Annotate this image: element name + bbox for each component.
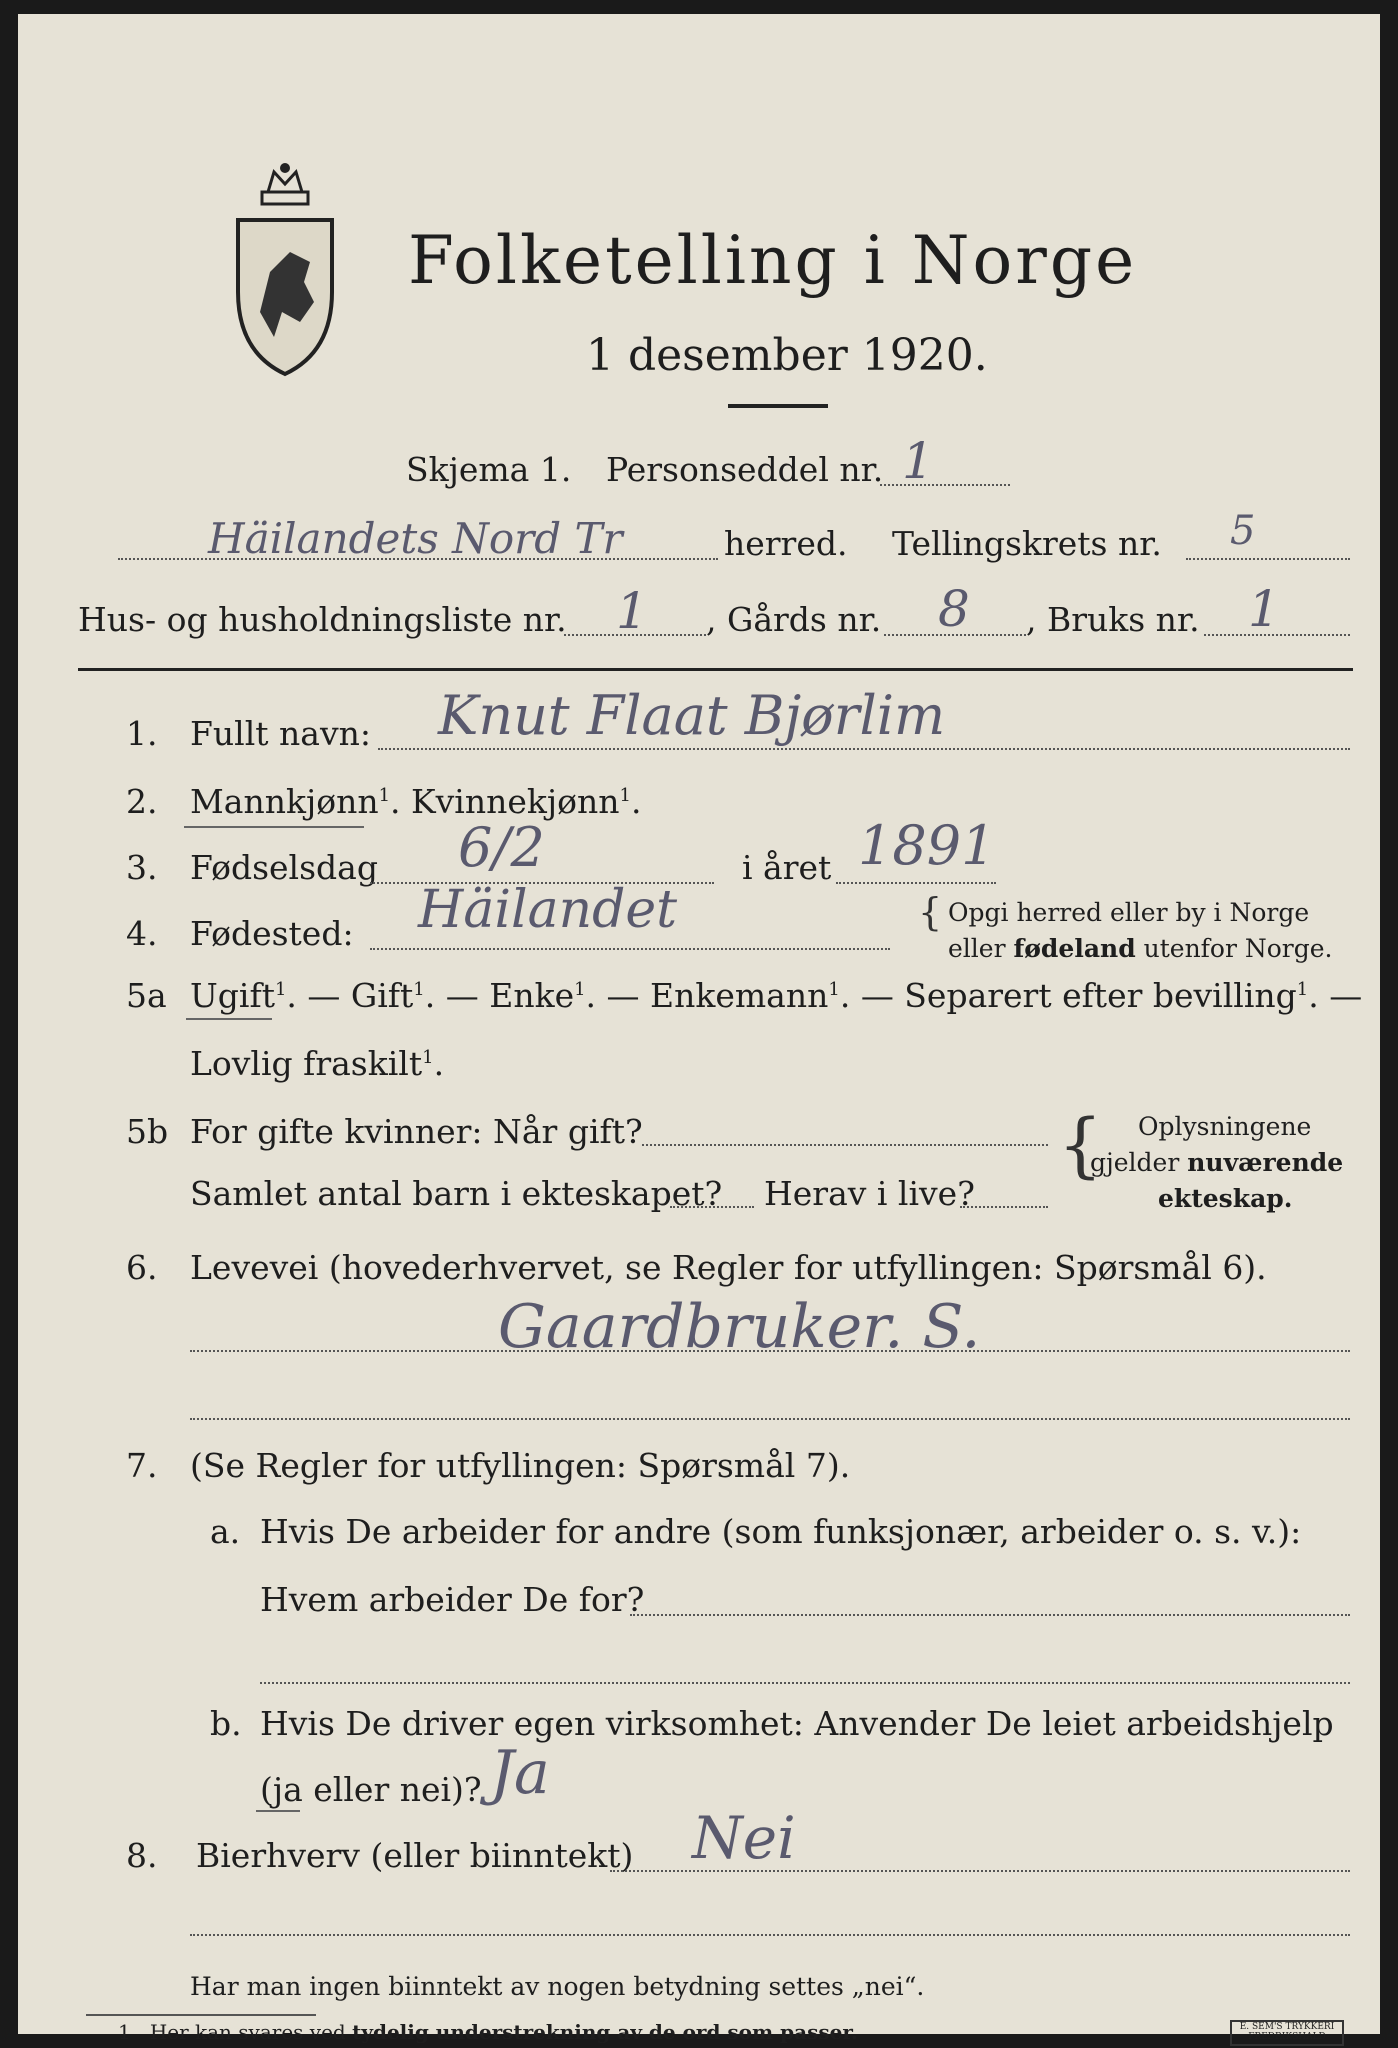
bruks-label: , Bruks nr.	[1026, 600, 1200, 639]
herred-label: herred.	[724, 524, 848, 563]
gards-value: 8	[938, 580, 970, 638]
q2-male-underline	[184, 826, 364, 828]
q2-options: Mannkjønn$^1$. Kvinnekjønn$^1$.	[190, 782, 642, 821]
q3-number: 3.	[126, 848, 158, 887]
bruks-value: 1	[1248, 580, 1280, 638]
personseddel-value: 1	[902, 432, 934, 490]
q2-male: Mannkjønn	[190, 782, 379, 821]
q5b-note-line3: ekteskap.	[1158, 1184, 1293, 1213]
q7-label: (Se Regler for utfyllingen: Spørsmål 7).	[190, 1446, 851, 1485]
q7a-letter: a.	[210, 1512, 241, 1551]
q7b-value: Ja	[490, 1738, 550, 1808]
form-title: Folketelling i Norge	[408, 222, 1138, 299]
q6-value: Gaardbruker. S.	[498, 1292, 981, 1362]
q5b-label2: Samlet antal barn i ekteskapet?	[190, 1174, 723, 1213]
footnote-rule	[86, 2014, 316, 2016]
q5a-ugift-underline	[186, 1018, 272, 1020]
q7a-label1: Hvis De arbeider for andre (som funksjonær, arbeider o. s. v.):	[260, 1512, 1302, 1551]
hus-label: Hus- og husholdningsliste nr.	[78, 600, 567, 639]
q7a-label2: Hvem arbeider De for?	[260, 1580, 645, 1619]
q8-number: 8.	[126, 1836, 158, 1875]
q5b-label1: For gifte kvinner: Når gift?	[190, 1112, 643, 1151]
q4-value: Häilandet	[418, 880, 678, 940]
q3-label: Fødselsdag	[190, 848, 378, 887]
q4-number: 4.	[126, 914, 158, 953]
q5a-options: Ugift$^1$. — Gift$^1$. — Enke$^1$. — Enkemann$^1$. — Separert efter bevilling$^1$. —	[190, 976, 1363, 1015]
footer-note: Har man ingen biinntekt av nogen betydning settes „nei“.	[190, 1972, 925, 2001]
q6-number: 6.	[126, 1248, 158, 1287]
q8-value: Nei	[692, 1804, 796, 1872]
q6-label: Levevei (hovederhvervet, se Regler for utfyllingen: Spørsmål 6).	[190, 1248, 1267, 1287]
q3-value: 6/2	[458, 816, 545, 879]
q7b-label1: Hvis De driver egen virksomhet: Anvender De leiet arbeidshjelp	[260, 1704, 1334, 1743]
skjema-label: Skjema 1.	[406, 450, 572, 489]
q3-year-label: i året	[742, 848, 832, 887]
q7b-label2: (ja eller nei)?	[260, 1770, 482, 1809]
tellingskrets-label: Tellingskrets nr.	[892, 524, 1162, 563]
q5a-fraskilt: Lovlig fraskilt$^1$.	[190, 1044, 445, 1083]
q7-number: 7.	[126, 1446, 158, 1485]
printer-stamp: E. SEM'S TRYKKERI FREDRIKSHALD	[1230, 2020, 1344, 2046]
q7b-ja-underline	[256, 1810, 300, 1812]
q5a-number: 5a	[126, 976, 167, 1015]
q2-number: 2.	[126, 782, 158, 821]
q1-value: Knut Flaat Bjørlim	[438, 684, 946, 747]
q5b-note-line2: gjelder nuværende	[1090, 1148, 1344, 1177]
q5b-note-line1: Oplysningene	[1138, 1112, 1312, 1141]
coat-of-arms-icon	[230, 162, 340, 378]
herred-value: Häilandets Nord Tr	[208, 514, 623, 563]
q5b-number: 5b	[126, 1112, 169, 1151]
form-date: 1 desember 1920.	[586, 330, 988, 381]
q1-label: Fullt navn:	[190, 714, 371, 753]
footnote: 1 Her kan svares ved tydelig understrekning av de ord som passer.	[118, 2020, 858, 2044]
tellingskrets-value: 5	[1230, 508, 1256, 554]
q4-note-line2: eller fødeland utenfor Norge.	[948, 934, 1333, 963]
q4-label: Fødested:	[190, 914, 354, 953]
q2-female: Kvinnekjønn	[411, 782, 620, 821]
gards-label: , Gårds nr.	[706, 600, 882, 639]
hus-value: 1	[616, 582, 648, 640]
title-divider	[728, 404, 828, 408]
q8-label: Bierhverv (eller biinntekt)	[196, 1836, 634, 1875]
q7b-letter: b.	[210, 1704, 242, 1743]
q1-number: 1.	[126, 714, 158, 753]
q5b-label3: Herav i live?	[764, 1174, 975, 1213]
q4-note-line1: Opgi herred eller by i Norge	[948, 898, 1310, 927]
q3-year-value: 1891	[858, 814, 996, 877]
personseddel-label: Personseddel nr.	[606, 450, 884, 489]
header-rule	[78, 668, 1353, 671]
census-form: Folketelling i Norge 1 desember 1920. Skjema 1. Personseddel nr. 1 Häilandets Nord Tr herred. Tellingskrets nr. 5 Hus- og husholdningsliste nr. 1 , Gårds nr. 8 , Bruks nr. 1 1. Fullt navn: Knut Flaat Bjørlim 2. Mannkjønn$^1$. Kvinnekjønn$^1$. 3. Fødselsdag 6/2 i året 1891 4. Fødested: Häilandet { Opgi herred eller by i Norge eller fødeland utenfor Norge. 5a Ugift$^1$. — Gift$^1$. — Enke$^1$. — Enkemann$^1$. — Separert efter bevilling$^1$. — Lovlig fraskilt$^1$. 5b For gifte kvinner: Når gift? Samlet antal barn i ekteskapet? Herav i live? { Oplysningene gjelder nuværende ekteskap. 6. Levevei (hovederhvervet, se Regler for utfyllingen: Spørsmål 6). Gaardbruker. S. 7. (Se Regler for utfyllingen: Spørsmål 7). a. Hvis De arbeider for andre (som funksjonær, arbeider o. s. v.): Hvem arbeider De for? b. Hvis De driver egen virksomhet: Anvender De leiet arbeidshjelp (ja eller nei)? Ja 8. Bierhverv (eller biinntekt) Nei Har man ingen biinntekt av nogen betydning settes „nei“. 1 Her kan svares ved tydelig understrekning av de ord som passer. E. SEM'S TRYKKERI FREDRIKSHALD	[18, 14, 1380, 2034]
